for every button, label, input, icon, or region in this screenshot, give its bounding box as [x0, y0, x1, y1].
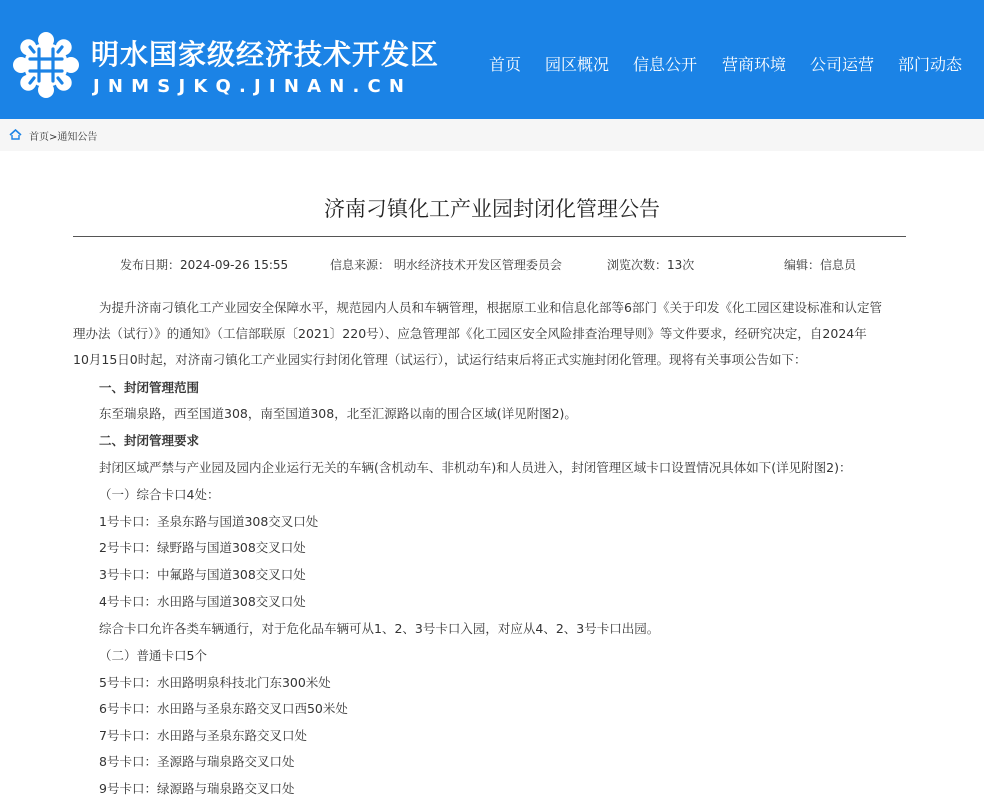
body-paragraph: 封闭区域严禁与产业园及园内企业运行无关的车辆(含机动车、非机动车)和人员进入，封闭管理区域卡口设置情况具体如下(详见附图2)：	[99, 460, 852, 475]
meta-publish-date: 发布日期：2024-09-26 15:55	[120, 258, 289, 272]
nav-item-company-operations[interactable]: 公司运营	[810, 55, 875, 74]
title-divider	[73, 236, 906, 237]
breadcrumb	[29, 128, 97, 143]
breadcrumb-home-link[interactable]: 首页	[29, 132, 49, 143]
meta-editor: 编辑：信息员	[784, 258, 857, 272]
article-title: 济南刁镇化工产业园封闭化管理公告	[324, 197, 660, 221]
section-heading: 二、封闭管理要求	[99, 433, 200, 448]
list-item: 2号卡口：绿野路与国道308交叉口处	[99, 540, 306, 555]
meta-source: 信息来源： 明水经济技术开发区管理委员会	[330, 258, 562, 272]
nav-item-department-news[interactable]: 部门动态	[898, 55, 963, 74]
breadcrumb-bar	[0, 119, 984, 151]
site-header	[0, 0, 984, 119]
list-subheading: （二）普通卡口5个	[99, 648, 207, 663]
section-heading: 一、封闭管理范围	[99, 380, 200, 395]
body-paragraph: 综合卡口允许各类车辆通行，对于危化品车辆可从1、2、3号卡口入园，对应从4、2、3号卡口出园。	[99, 621, 660, 636]
list-item: 6号卡口：水田路与圣泉东路交叉口西50米处	[99, 701, 348, 716]
main-nav	[0, 52, 984, 78]
list-item: 8号卡口：圣源路与瑞泉路交叉口处	[99, 754, 295, 769]
nav-item-home[interactable]: 首页	[489, 55, 522, 74]
breadcrumb-current-link[interactable]: 通知公告	[57, 132, 98, 143]
list-item: 7号卡口：水田路与圣泉东路交叉口处	[99, 728, 307, 743]
breadcrumb-separator: >	[49, 132, 58, 143]
list-item: 9号卡口：绿源路与瑞泉路交叉口处	[99, 781, 295, 796]
list-item: 4号卡口：水田路与国道308交叉口处	[99, 594, 306, 609]
list-item: 1号卡口：圣泉东路与国道308交叉口处	[99, 514, 319, 529]
home-icon	[9, 129, 22, 140]
meta-view-count: 浏览次数：13次	[607, 258, 695, 272]
nav-item-park-overview[interactable]: 园区概况	[545, 55, 610, 74]
body-paragraph: 10月15日0时起，对济南刁镇化工产业园实行封闭化管理（试运行），试运行结束后将正式实施封闭化管理。现将有关事项公告如下：	[73, 352, 807, 367]
body-paragraph: 东至瑞泉路，西至国道308，南至国道308，北至汇源路以南的围合区域(详见附图2)。	[99, 406, 577, 421]
list-item: 5号卡口：水田路明泉科技北门东300米处	[99, 675, 331, 690]
site-title[interactable]: 明水国家级经济技术开发区	[91, 38, 440, 71]
nav-item-business-environment[interactable]: 营商环境	[722, 55, 787, 74]
body-paragraph: 理办法（试行）》的通知》（工信部联原〔2021〕220号）、应急管理部《化工园区安全风险排查治理导则》等文件要求，经研究决定，自2024年	[73, 326, 867, 341]
site-domain: JNMSJKQ.JINAN.CN	[93, 76, 413, 97]
list-item: 3号卡口：中氟路与国道308交叉口处	[99, 567, 306, 582]
nav-item-info-disclosure[interactable]: 信息公开	[633, 55, 698, 74]
body-paragraph: 为提升济南刁镇化工产业园安全保障水平，规范园内人员和车辆管理，根据原工业和信息化部等6部门《关于印发《化工园区建设标准和认定管	[99, 300, 882, 315]
list-subheading: （一）综合卡口4处：	[99, 487, 220, 502]
